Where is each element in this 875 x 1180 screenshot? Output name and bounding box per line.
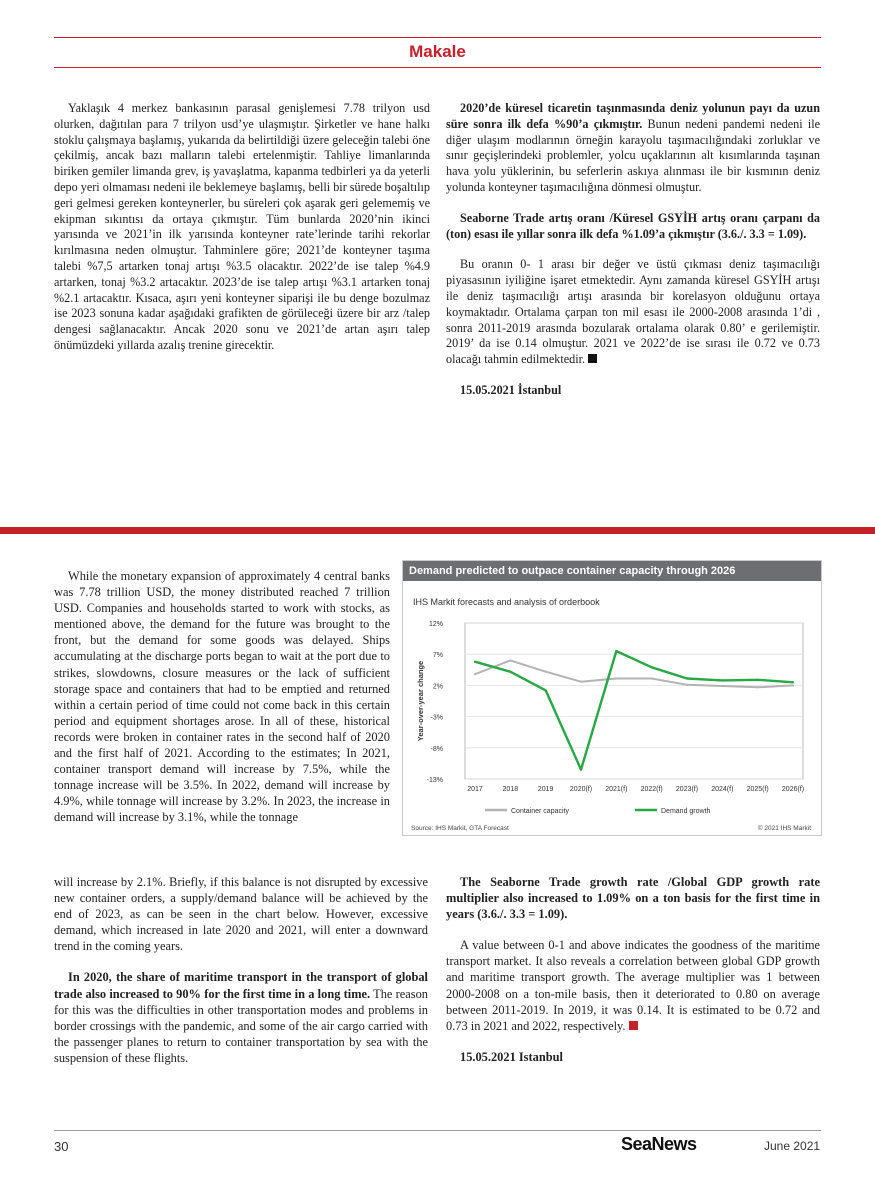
tr-paragraph-2 (446, 101, 820, 196)
demand-capacity-chart (402, 560, 822, 836)
y-tick-label: -3% (430, 714, 443, 722)
x-tick-label: 2026(f) (781, 786, 805, 793)
data-point (474, 673, 476, 675)
y-tick-label: -8% (430, 745, 443, 753)
section-divider (0, 527, 875, 534)
data-point (651, 677, 653, 679)
data-point (721, 679, 723, 681)
issue-date: June 2021 (764, 1139, 821, 1153)
header-top-rule (54, 37, 821, 38)
data-point (721, 685, 723, 687)
tr-signature: 15.05.2021 İstanbul (460, 382, 562, 397)
chart-subtitle: IHS Markit forecasts and analysis of orderbook (413, 597, 600, 607)
chart-header: Demand predicted to outpace container capacity through 2026 (403, 561, 821, 581)
data-point (545, 671, 547, 673)
section-title: Makale (409, 42, 466, 61)
en-paragraph-4 (446, 937, 820, 1034)
english-right-column (446, 874, 820, 1065)
en-paragraph-1: While the monetary expansion of approximately 4 central banks was 7.78 trillion USD, the money distributed reached 7 trillion USD. Companies and households started to work with stocks, as mentioned above, the demand for the future was brought to the front, but the demand for some goods was delayed. Ships accumulating at the discharge ports began to wait at the port due to strikes, slowdowns, closure measures or the lack of sufficient storage space and containers that had to be emptied and returned within a certain period of time could not come back in this certain period and equipment shortages arose. In all of these, historical records were broken in container rates in the second half of 2020 and the first half of 2021. According to the estimates; In 2021, container transport demand will increase by 7.5%, while the tonnage increase will be 3.5%. In 2022, demand will increase by 4.9%, while tonnage will increase by 3.2%. In 2023, the increase in demand will increase by 3.1%, while the tonnage (54, 569, 390, 825)
x-tick-label: 2022(f) (640, 786, 663, 793)
tr-paragraph-4 (446, 257, 820, 368)
chart-copyright: © 2021 IHS Markit (757, 825, 811, 832)
x-tick-label: 2023(f) (675, 786, 699, 793)
x-tick-label: 2018 (502, 786, 519, 793)
data-point (651, 666, 653, 668)
data-point (580, 681, 582, 683)
en-paragraph-2-text: The reason for this was the difficulties in other transportation modes and problems in border crossings with the pandemic, and some of the air cargo carried with the passenger planes to return to container transportation by sea with the suspension of these flights. (54, 986, 428, 1065)
header-bottom-rule (54, 67, 821, 68)
footer-rule (54, 1130, 821, 1131)
data-point (792, 681, 794, 683)
x-tick-label: 2024(f) (711, 786, 734, 793)
turkish-left-column (54, 101, 430, 354)
turkish-right-column (446, 101, 820, 399)
en-signature: 15.05.2021 Istanbul (460, 1049, 563, 1064)
tr-paragraph-4-text: Bu oranın 0- 1 arası bir değer ve üstü çıkması deniz taşımacılığı piyasasının iyiliğine işaret etmektedir. Aynı zamanda küresel GSYİH artışı ile deniz taşımacılığı artışı arasında bir korelasyon olduğunu ortaya koymaktadır. Ortalama çarpan ton mil esası ile 2000-2008 arasında 1’di , sonra 2011-2019 arasında bozularak ortalama olarak 0.80’ e gerilemiştir. 2019’ da ise 0.14 olmuştur. 2021 ve 2022’de ise sırası ile 0.72 ve 0.73 olacağı tahmin edilmektedir. (446, 257, 820, 367)
x-tick-label: 2019 (537, 786, 554, 793)
data-point (757, 686, 759, 688)
en-paragraph-1-continued: will increase by 2.1%. Briefly, if this balance is not disrupted by excessive new container orders, a supply/demand balance will be achieved by the end of 2023, as can be seen in the chart below. However, excessive demand, which increased in late 2020 and 2021, will enter a downward trend in the coming years. (54, 875, 428, 954)
chart-source: Source: IHS Markit, GTA Forecast (411, 825, 509, 832)
y-axis-label: Year-over-year change (416, 660, 425, 742)
y-tick-label: 12% (428, 621, 443, 628)
x-tick-label: 2020(f) (569, 786, 593, 793)
y-tick-label: 7% (432, 652, 443, 660)
y-tick-label: 2% (432, 683, 443, 691)
tr-paragraph-3 (446, 211, 820, 243)
en-paragraph-2 (54, 969, 428, 1066)
chart-plot (403, 561, 823, 837)
y-tick-label: -13% (426, 777, 443, 784)
tr-paragraph-2-text: Bunun nedeni pandemi nedeni ile diğer ulaşım modlarının örneğin karayolu taşımacılığındaki zorluklar ve sınır geçişlerindeki problemler, yolcu uçaklarının alt kısımlarında taşınan hava yolu yüklerinin, bu seferlerin askıya alınması ile bir kısmının deniz yolunda konteyner taşımacılığına dönmesi olmuştur. (446, 116, 821, 194)
english-left-column-top (54, 568, 390, 826)
tr-paragraph-2-bold: 2020’de küresel ticaretin taşınmasında deniz yolunun payı da uzun süre sonra ilk defa %90’a çıkmıştır. (446, 101, 820, 131)
data-point (509, 671, 511, 673)
data-point (792, 684, 794, 686)
end-mark-icon (629, 1021, 638, 1030)
tr-paragraph-3-bold: Seaborne Trade artış oranı /Küresel GSYİH artış oranı çarpanı da (ton) esası ile yıllar sonra ilk defa %1.09’a çıkmıştır (3.6./. 3.3 = 1.09). (446, 210, 820, 241)
english-left-column-bottom (54, 874, 428, 1066)
data-point (545, 689, 547, 691)
en-paragraph-3 (446, 874, 820, 922)
series-line-container-capacity (475, 660, 793, 687)
data-point (580, 769, 582, 771)
data-point (474, 661, 476, 663)
x-tick-label: 2021(f) (605, 786, 628, 793)
en-paragraph-3-bold: The Seaborne Trade growth rate /Global GDP growth rate multiplier also increased to 1.09% on a ton basis for the first time in years (3.6./. 3.3 = 1.09). (446, 875, 820, 922)
x-tick-label: 2025(f) (746, 786, 769, 793)
magazine-logo: SeaNews (621, 1134, 697, 1154)
data-point (615, 650, 617, 652)
x-tick-label: 2017 (467, 786, 483, 793)
series-line-demand-growth (475, 651, 793, 770)
tr-paragraph-1: Yaklaşık 4 merkez bankasının parasal genişlemesi 7.78 trilyon usd olurken, dağıtılan para 7 trilyon usd’ye ulaşmıştır. Şirketler ve hane halkı stoklu çalışmaya başlamış, yukarıda da belirtildiği üzere geleceğin talebi öne çekilmiş, ancak bazı malların talebi ertelenmiştir. Tahliye limanlarında biriken gemiler limanda grev, iş yavaşlatma, kapanma tedbirleri ya da yeterli depo yeri olmaması nedeni ile beklemeye başlamış, belli bir sürede boşaltılıp geri gelmesi gereken konteynerler, bu süreleri çok aşarak geri gelememiş ve ekipman sıkıntısı da ortaya çıkmıştır. Tüm bunlarda 2020’nin ikinci yarısında ve 2021’in ilk yarısında konteyner rate’lerinde tarihi rekorlar kırılmasına neden olmuştur. Tahminlere göre; 2021’de konteyner taşıma talebi %7,5 artarken tonaj artışı %3.5 olacaktır. 2022’de ise talep %4.9 artarken, tonaj %3.2 artacaktır. 2023’de ise talep artışı %3.1 artarken tonaj %2.1 artacaktır. Kısaca, aşırı yeni konteyner siparişi ile bu denge bozulmaz ise 2023 sonuna kadar aşağıdaki grafikten de görüleceği üzere bir arz /talep dengesi sağlanacaktır. Ancak 2020 sonu ve 2021’de artan aşırı talep önümüzdeki yıllarda azalış trenine girecektir. (54, 101, 431, 352)
legend-label: Container capacity (511, 808, 569, 815)
page-number: 30 (54, 1139, 69, 1154)
en-paragraph-2-bold: In 2020, the share of maritime transport in the transport of global trade also increased to 90% for the first time in a long time. (54, 970, 428, 1001)
data-point (686, 677, 688, 679)
end-mark-icon (588, 354, 597, 363)
plot-frame (465, 623, 803, 779)
data-point (757, 679, 759, 681)
data-point (615, 677, 617, 679)
legend-label: Demand growth (661, 808, 711, 815)
data-point (509, 659, 511, 661)
en-paragraph-4-text: A value between 0-1 and above indicates the goodness of the maritime transport market. It also reveals a correlation between global GDP growth and maritime transport growth. The average multiplier was 1 between 2000-2008 on a ton-mile basis, then it deteriorated to 0.80 on average between 2011-2019. In 2019, it was 0.14. It is estimated to be 0.72 and 0.73 in 2021 and 2022, respectively. (446, 938, 820, 1033)
data-point (686, 684, 688, 686)
